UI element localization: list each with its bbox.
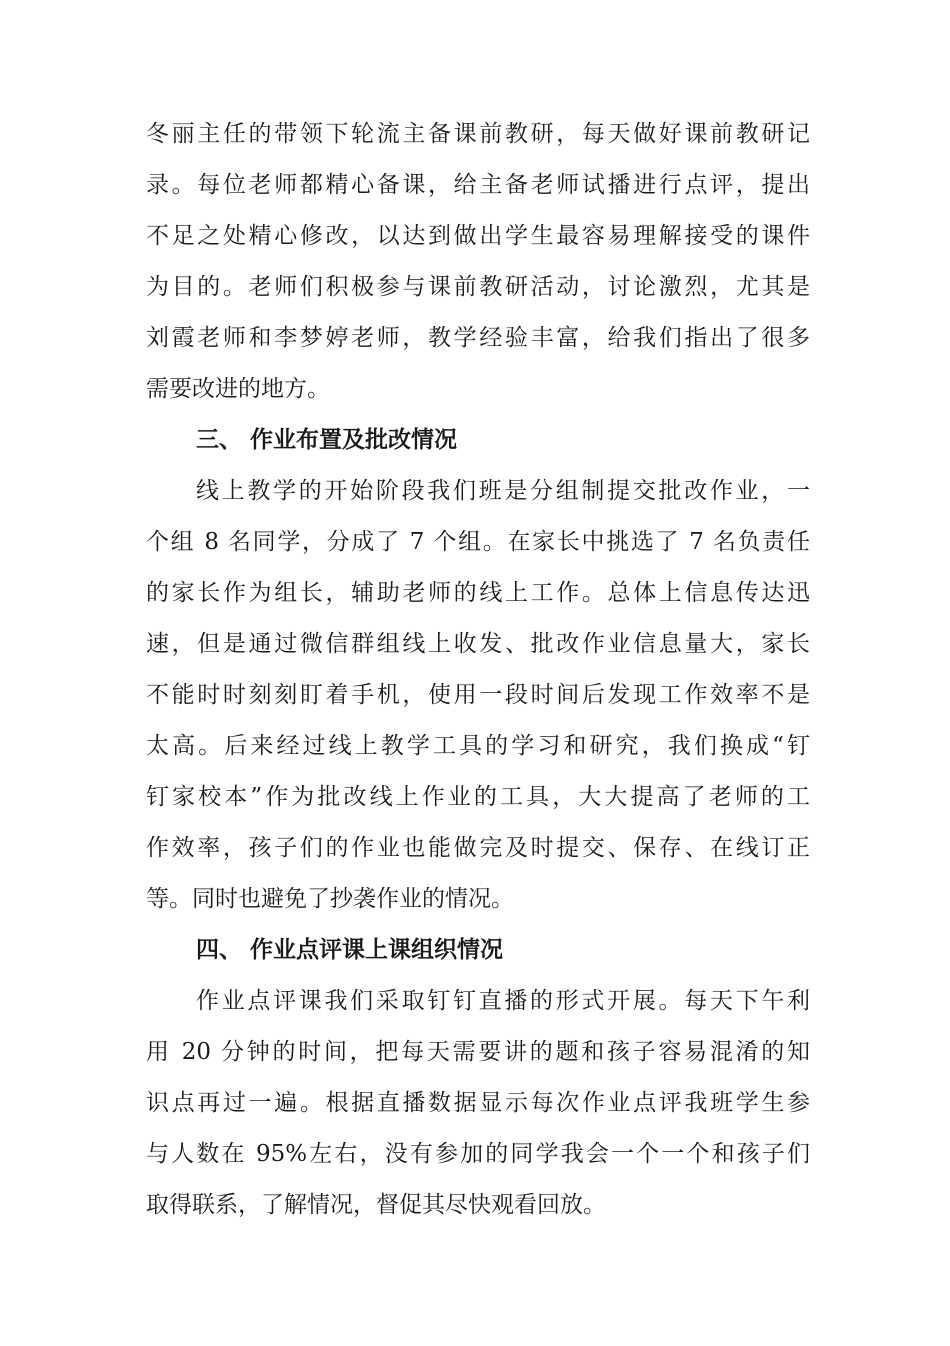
text-line: 作业点评课我们采取钉钉直播的形式开展。每天下午利 <box>196 988 810 1014</box>
text-line: 等。同时也避免了抄袭作业的情况。 <box>146 886 514 912</box>
text-line: 为目的。老师们积极参与课前教研活动，讨论激烈，尤其是 <box>146 274 810 300</box>
paragraph-continued <box>146 109 810 415</box>
text-line: 用 20 分钟的时间，把每天需要讲的题和孩子容易混淆的知 <box>146 1039 810 1065</box>
text-line: 冬丽主任的带领下轮流主备课前教研，每天做好课前教研记 <box>146 121 810 147</box>
text-line: 钉家校本”作为批改线上作业的工具，大大提高了老师的工 <box>146 784 810 810</box>
text-line: 不能时时刻刻盯着手机，使用一段时间后发现工作效率不是 <box>146 682 810 708</box>
text-line: 作效率，孩子们的作业也能做完及时提交、保存、在线订正 <box>146 835 810 861</box>
section-heading-4: 四、 作业点评课上课组织情况 <box>196 937 504 963</box>
text-line: 速，但是通过微信群组线上收发、批改作业信息量大，家长 <box>146 631 810 657</box>
section-3-paragraph <box>146 466 810 925</box>
text-line: 需要改进的地方。 <box>146 376 330 402</box>
text-line: 录。每位老师都精心备课，给主备老师试播进行点评，提出 <box>146 172 810 198</box>
text-line: 线上教学的开始阶段我们班是分组制提交批改作业，一 <box>196 478 810 504</box>
text-line: 刘霞老师和李梦婷老师，教学经验丰富，给我们指出了很多 <box>146 325 810 351</box>
text-line: 不足之处精心修改，以达到做出学生最容易理解接受的课件 <box>146 223 810 249</box>
text-line: 取得联系，了解情况，督促其尽快观看回放。 <box>146 1192 606 1218</box>
section-4-paragraph <box>146 976 810 1231</box>
document-body <box>146 109 810 1231</box>
text-line: 识点再过一遍。根据直播数据显示每次作业点评我班学生参 <box>146 1090 810 1116</box>
section-heading-3: 三、 作业布置及批改情况 <box>196 427 458 453</box>
text-line: 个组 8 名同学，分成了 7 个组。在家长中挑选了 7 名负责任 <box>146 529 810 555</box>
text-line: 与人数在 95%左右，没有参加的同学我会一个一个和孩子们 <box>146 1141 810 1167</box>
text-line: 的家长作为组长，辅助老师的线上工作。总体上信息传达迅 <box>146 580 810 606</box>
text-line: 太高。后来经过线上教学工具的学习和研究，我们换成“钉 <box>146 733 810 759</box>
